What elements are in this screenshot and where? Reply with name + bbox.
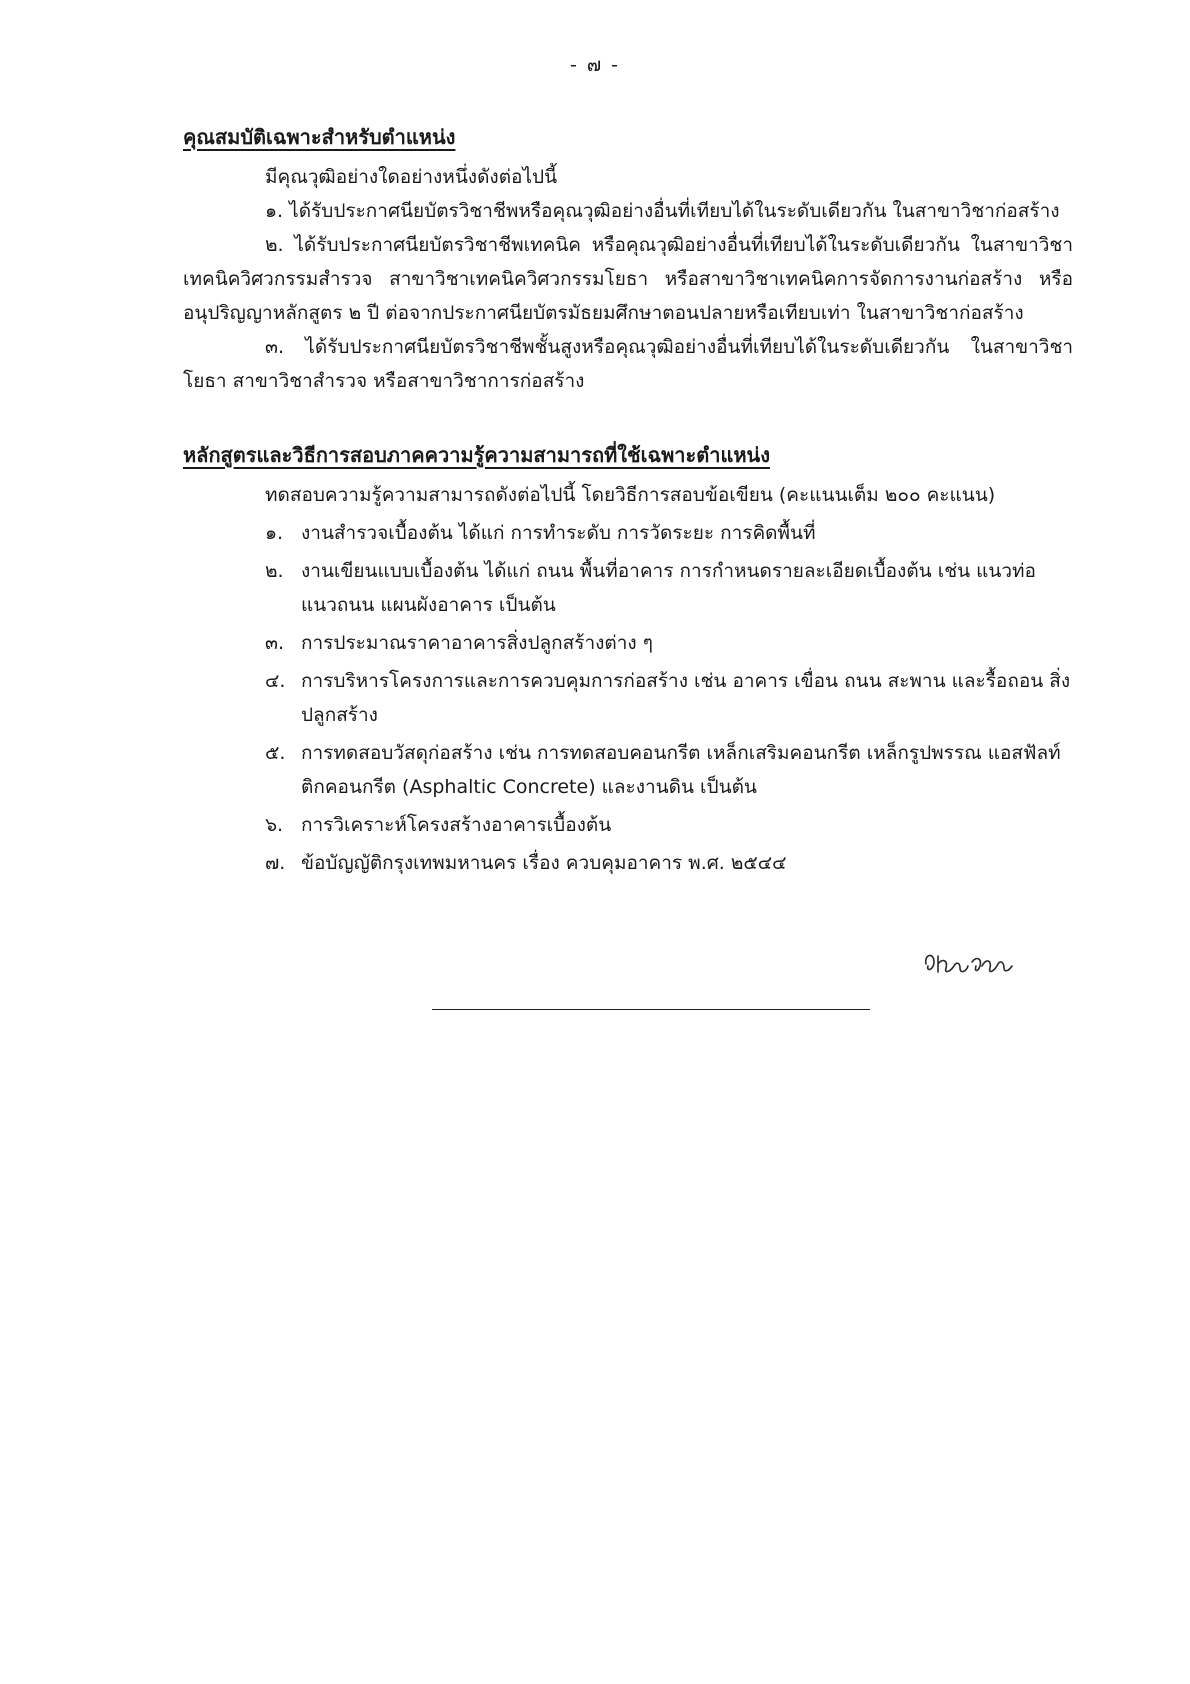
item-text: การประมาณราคาอาคารสิ่งปลูกสร้างต่าง ๆ bbox=[301, 632, 653, 654]
section-intro: ทดสอบความรู้ความสามารถดังต่อไปนี้ โดยวิธีการสอบข้อเขียน (คะแนนเต็ม ๒๐๐ คะแนน) bbox=[265, 484, 996, 506]
list-item bbox=[265, 736, 1073, 804]
item-number: ๒. bbox=[265, 234, 284, 256]
item-number: ๔. bbox=[265, 670, 286, 692]
list-item bbox=[265, 846, 1073, 880]
item-text: ได้รับประกาศนียบัตรวิชาชีพชั้นสูงหรือคุณวุฒิอย่างอื่นที่เทียบได้ในระดับเดียวกัน ในสาขาวิชาโยธา สาขาวิชาสำรวจ หรือสาขาวิชาการก่อสร้าง bbox=[183, 336, 1074, 392]
item-text: ข้อบัญญัติกรุงเทพมหานคร เรื่อง ควบคุมอาคาร พ.ศ. ๒๕๔๔ bbox=[301, 852, 787, 874]
item-number: ๖. bbox=[265, 814, 284, 836]
item-text: ได้รับประกาศนียบัตรวิชาชีพเทคนิค หรือคุณวุฒิอย่างอื่นที่เทียบได้ในระดับเดียวกัน ในสาขาวิชาเทคนิควิศวกรรมสำรวจ สาขาวิชาเทคนิควิศวกรรมโยธา หรือสาขาวิชาเทคนิคการจัดการงานก่อสร้าง หรืออนุปริญญาหลักสูตร ๒ ปี ต่อจากประกาศนียบัตรมัธยมศึกษาตอนปลายหรือเทียบเท่า ในสาขาวิชาก่อสร้าง bbox=[183, 234, 1073, 324]
page-number: - ๗ - bbox=[569, 54, 621, 76]
section-gap bbox=[183, 398, 1073, 438]
item-number: ๑. bbox=[265, 522, 284, 544]
item-number: ๕. bbox=[265, 742, 286, 764]
section-intro: มีคุณวุฒิอย่างใดอย่างหนึ่งดังต่อไปนี้ bbox=[265, 166, 558, 188]
section-heading-exam-syllabus: หลักสูตรและวิธีการสอบภาคความรู้ความสามารถที่ใช้เฉพาะตำแหน่ง bbox=[183, 443, 770, 467]
section-heading-qualifications: คุณสมบัติเฉพาะสำหรับตำแหน่ง bbox=[183, 125, 456, 149]
item-text: การบริหารโครงการและการควบคุมการก่อสร้าง เช่น อาคาร เขื่อน ถนน สะพาน และรื้อถอน สิ่งปลูกสร้าง bbox=[301, 670, 1071, 726]
list-item bbox=[265, 808, 1073, 842]
item-number: ๒. bbox=[265, 560, 284, 582]
qualification-item bbox=[183, 194, 1073, 228]
qualification-item bbox=[183, 228, 1073, 330]
list-item bbox=[265, 516, 1073, 550]
document-content bbox=[183, 120, 1073, 884]
item-text: ได้รับประกาศนียบัตรวิชาชีพหรือคุณวุฒิอย่างอื่นที่เทียบได้ในระดับเดียวกัน ในสาขาวิชาก่อสร้าง bbox=[289, 200, 1060, 222]
item-number: ๑. bbox=[265, 200, 284, 222]
handwritten-signature-icon bbox=[920, 942, 1020, 982]
list-item bbox=[265, 664, 1073, 732]
item-number: ๗. bbox=[265, 852, 286, 874]
item-text: งานเขียนแบบเบื้องต้น ได้แก่ ถนน พื้นที่อาคาร การกำหนดรายละเอียดเบื้องต้น เช่น แนวท่อ แนวถนน แผนผังอาคาร เป็นต้น bbox=[301, 560, 1036, 616]
item-number: ๓. bbox=[265, 336, 285, 358]
closing-rule bbox=[432, 1009, 870, 1010]
item-text: การวิเคราะห์โครงสร้างอาคารเบื้องต้น bbox=[301, 814, 612, 836]
item-text: การทดสอบวัสดุก่อสร้าง เช่น การทดสอบคอนกรีต เหล็กเสริมคอนกรีต เหล็กรูปพรรณ แอสฟัลท์ติกคอนกรีต (Asphaltic Concrete) และงานดิน เป็นต้น bbox=[301, 742, 1061, 798]
list-item bbox=[265, 554, 1073, 622]
qualification-item bbox=[183, 330, 1073, 398]
item-text: งานสำรวจเบื้องต้น ได้แก่ การทำระดับ การวัดระยะ การคิดพื้นที่ bbox=[301, 522, 816, 544]
exam-topic-list bbox=[183, 516, 1073, 880]
list-item bbox=[265, 626, 1073, 660]
item-number: ๓. bbox=[265, 632, 285, 654]
